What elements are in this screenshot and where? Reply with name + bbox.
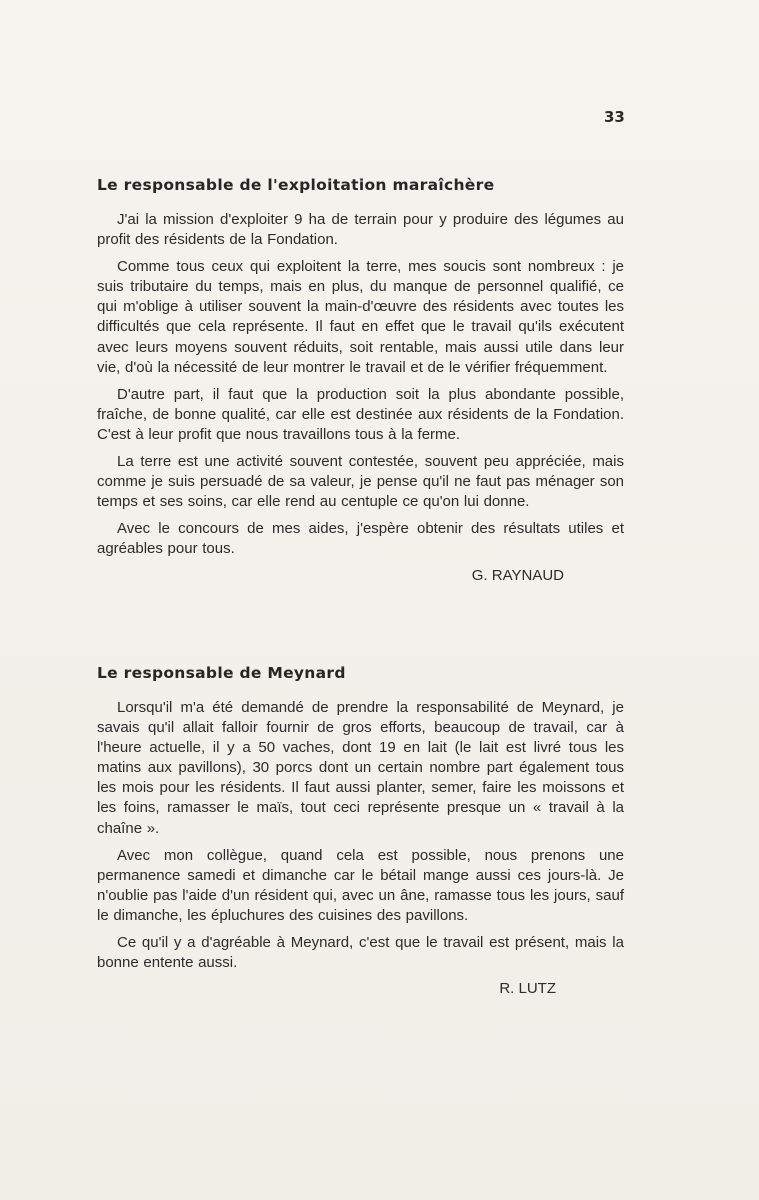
section-exploitation-maraichere [97, 176, 624, 584]
section-heading: Le responsable de l'exploitation maraîchère [97, 176, 495, 194]
signature: R. LUTZ [499, 980, 556, 998]
page-number: 33 [604, 108, 625, 126]
paragraph: Comme tous ceux qui exploitent la terre, mes soucis sont nombreux : je suis tributaire du temps, mais en plus, du manque de personnel qualifié, ce qui m'oblige à utiliser souvent la main-d'œuvre des résidents avec toutes les difficultés que cela représente. Il faut en effet que le travail qu'ils exécutent avec leurs moyens souvent réduits, soit rentable, mais aussi utile dans leur vie, d'où la nécessité de leur montrer le travail et de le vérifier fréquemment. [97, 258, 624, 376]
paragraph: D'autre part, il faut que la production soit la plus abondante possible, fraîche, de bonne qualité, car elle est destinée aux résidents de la Fondation. C'est à leur profit que nous travaillons tous à la ferme. [97, 385, 624, 443]
paragraph: J'ai la mission d'exploiter 9 ha de terrain pour y produire des légumes au profit des résidents de la Fondation. [97, 211, 624, 249]
signature: G. RAYNAUD [471, 566, 564, 584]
section-heading: Le responsable de Meynard [97, 664, 346, 682]
paragraph: La terre est une activité souvent contestée, souvent peu appréciée, mais comme je suis persuadé de sa valeur, je pense qu'il ne faut pas ménager son temps et ses soins, car elle rend au centuple ce qu'on lui donne. [97, 453, 624, 511]
paragraph: Avec mon collègue, quand cela est possible, nous prenons une permanence samedi et dimanche car le bétail mange aussi ces jours-là. Je n'oublie pas l'aide d'un résident qui, avec un âne, ramasse tous les jours, sauf le dimanche, les épluchures des cuisines des pavillons. [97, 846, 624, 924]
paragraph: Lorsqu'il m'a été demandé de prendre la responsabilité de Meynard, je savais qu'il allait falloir fournir de gros efforts, beaucoup de travail, car à l'heure actuelle, il y a 50 vaches, dont 19 en lait (le lait est livré tous les matins aux pavillons), 30 porcs dont un certain nombre part également tous les mois pour les résidents. Il faut aussi planter, semer, faire les moissons et les foins, ramasser le maïs, tout ceci représente presque un « travail à la chaîne ». [97, 699, 624, 837]
paragraph: Avec le concours de mes aides, j'espère obtenir des résultats utiles et agréables pour tous. [97, 520, 624, 558]
paragraph: Ce qu'il y a d'agréable à Meynard, c'est que le travail est présent, mais la bonne entente aussi. [97, 934, 624, 972]
section-meynard [97, 664, 624, 997]
